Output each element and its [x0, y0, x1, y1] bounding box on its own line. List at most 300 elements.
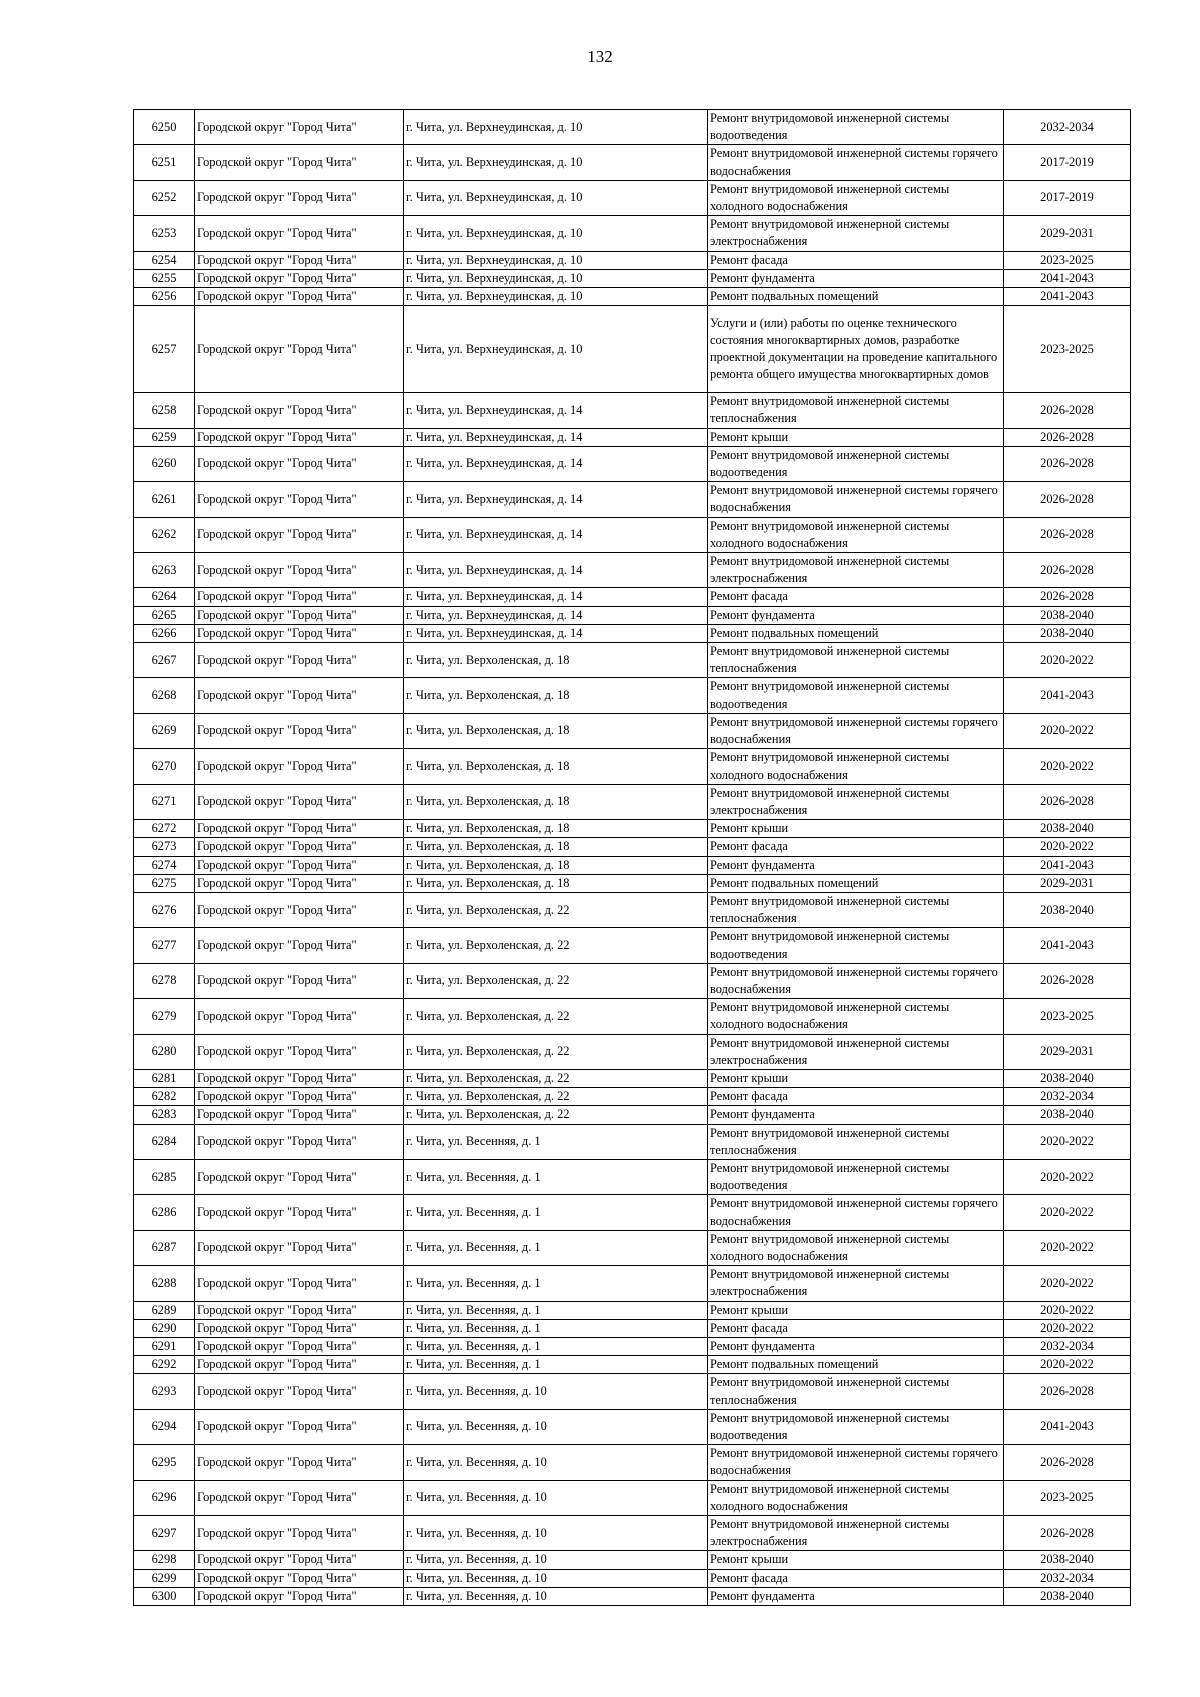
row-number-cell: 6275: [134, 874, 195, 892]
work-type-cell: Ремонт фасада: [708, 588, 1004, 606]
address-cell: г. Чита, ул. Верхоленская, д. 22: [404, 928, 708, 963]
address-cell: г. Чита, ул. Верхоленская, д. 22: [404, 999, 708, 1034]
period-cell: 2029-2031: [1004, 874, 1131, 892]
address-cell: г. Чита, ул. Верхоленская, д. 18: [404, 856, 708, 874]
work-type-cell: Ремонт внутридомовой инженерной системы холодного водоснабжения: [708, 1230, 1004, 1265]
municipality-cell: Городской округ "Город Чита": [195, 1374, 404, 1409]
table-row: [134, 1587, 1131, 1605]
table-row: [134, 269, 1131, 287]
row-number-cell: 6256: [134, 288, 195, 306]
table-row: [134, 999, 1131, 1034]
municipality-cell: Городской округ "Город Чита": [195, 1034, 404, 1069]
work-type-cell: Ремонт внутридомовой инженерной системы электроснабжения: [708, 216, 1004, 251]
municipality-cell: Городской округ "Город Чита": [195, 1356, 404, 1374]
capital-repair-table: [133, 109, 1131, 1606]
row-number-cell: 6293: [134, 1374, 195, 1409]
period-cell: 2038-2040: [1004, 1551, 1131, 1569]
table-row: [134, 180, 1131, 215]
address-cell: г. Чита, ул. Весенняя, д. 1: [404, 1159, 708, 1194]
table-row: [134, 713, 1131, 748]
row-number-cell: 6257: [134, 306, 195, 393]
address-cell: г. Чита, ул. Верхоленская, д. 18: [404, 713, 708, 748]
address-cell: г. Чита, ул. Верхнеудинская, д. 14: [404, 517, 708, 552]
row-number-cell: 6252: [134, 180, 195, 215]
table-row: [134, 1266, 1131, 1301]
row-number-cell: 6269: [134, 713, 195, 748]
work-type-cell: Ремонт крыши: [708, 428, 1004, 446]
address-cell: г. Чита, ул. Верхнеудинская, д. 10: [404, 251, 708, 269]
period-cell: 2020-2022: [1004, 1319, 1131, 1337]
row-number-cell: 6283: [134, 1106, 195, 1124]
address-cell: г. Чита, ул. Верхнеудинская, д. 10: [404, 110, 708, 145]
municipality-cell: Городской округ "Город Чита": [195, 928, 404, 963]
table-body: [134, 110, 1131, 1606]
work-type-cell: Ремонт фундамента: [708, 1587, 1004, 1605]
period-cell: 2020-2022: [1004, 1266, 1131, 1301]
table-row: [134, 749, 1131, 784]
address-cell: г. Чита, ул. Весенняя, д. 10: [404, 1374, 708, 1409]
address-cell: г. Чита, ул. Весенняя, д. 1: [404, 1124, 708, 1159]
table-row: [134, 393, 1131, 428]
row-number-cell: 6264: [134, 588, 195, 606]
row-number-cell: 6280: [134, 1034, 195, 1069]
municipality-cell: Городской округ "Город Чита": [195, 306, 404, 393]
address-cell: г. Чита, ул. Верхнеудинская, д. 10: [404, 216, 708, 251]
row-number-cell: 6251: [134, 145, 195, 180]
work-type-cell: Ремонт внутридомовой инженерной системы водоотведения: [708, 110, 1004, 145]
work-type-cell: Ремонт подвальных помещений: [708, 874, 1004, 892]
work-type-cell: Ремонт внутридомовой инженерной системы электроснабжения: [708, 784, 1004, 819]
address-cell: г. Чита, ул. Верхоленская, д. 22: [404, 963, 708, 998]
row-number-cell: 6271: [134, 784, 195, 819]
row-number-cell: 6260: [134, 446, 195, 481]
period-cell: 2041-2043: [1004, 269, 1131, 287]
address-cell: г. Чита, ул. Весенняя, д. 1: [404, 1230, 708, 1265]
work-type-cell: Ремонт крыши: [708, 1551, 1004, 1569]
period-cell: 2038-2040: [1004, 820, 1131, 838]
table-row: [134, 892, 1131, 927]
row-number-cell: 6255: [134, 269, 195, 287]
period-cell: 2020-2022: [1004, 1301, 1131, 1319]
period-cell: 2023-2025: [1004, 306, 1131, 393]
table-row: [134, 1516, 1131, 1551]
row-number-cell: 6299: [134, 1569, 195, 1587]
work-type-cell: Ремонт фундамента: [708, 1338, 1004, 1356]
row-number-cell: 6295: [134, 1445, 195, 1480]
row-number-cell: 6261: [134, 482, 195, 517]
period-cell: 2026-2028: [1004, 482, 1131, 517]
row-number-cell: 6279: [134, 999, 195, 1034]
municipality-cell: Городской округ "Город Чита": [195, 1106, 404, 1124]
period-cell: 2020-2022: [1004, 838, 1131, 856]
table-row: [134, 1409, 1131, 1444]
table-row: [134, 288, 1131, 306]
table-row: [134, 110, 1131, 145]
municipality-cell: Городской округ "Город Чита": [195, 1195, 404, 1230]
work-type-cell: Ремонт внутридомовой инженерной системы теплоснабжения: [708, 643, 1004, 678]
table-row: [134, 838, 1131, 856]
table-row: [134, 306, 1131, 393]
municipality-cell: Городской округ "Город Чита": [195, 1480, 404, 1515]
address-cell: г. Чита, ул. Верхнеудинская, д. 10: [404, 288, 708, 306]
municipality-cell: Городской округ "Город Чита": [195, 588, 404, 606]
period-cell: 2041-2043: [1004, 928, 1131, 963]
period-cell: 2026-2028: [1004, 963, 1131, 998]
municipality-cell: Городской округ "Город Чита": [195, 624, 404, 642]
table-row: [134, 588, 1131, 606]
work-type-cell: Ремонт внутридомовой инженерной системы теплоснабжения: [708, 1124, 1004, 1159]
work-type-cell: Ремонт внутридомовой инженерной системы водоотведения: [708, 928, 1004, 963]
address-cell: г. Чита, ул. Верхнеудинская, д. 14: [404, 428, 708, 446]
work-type-cell: Ремонт внутридомовой инженерной системы водоотведения: [708, 446, 1004, 481]
row-number-cell: 6270: [134, 749, 195, 784]
work-type-cell: Ремонт внутридомовой инженерной системы теплоснабжения: [708, 892, 1004, 927]
row-number-cell: 6285: [134, 1159, 195, 1194]
row-number-cell: 6277: [134, 928, 195, 963]
address-cell: г. Чита, ул. Верхнеудинская, д. 14: [404, 482, 708, 517]
address-cell: г. Чита, ул. Верхнеудинская, д. 14: [404, 624, 708, 642]
municipality-cell: Городской округ "Город Чита": [195, 963, 404, 998]
address-cell: г. Чита, ул. Верхнеудинская, д. 14: [404, 606, 708, 624]
work-type-cell: Ремонт фасада: [708, 1319, 1004, 1337]
municipality-cell: Городской округ "Город Чита": [195, 1551, 404, 1569]
address-cell: г. Чита, ул. Верхнеудинская, д. 10: [404, 180, 708, 215]
table-row: [134, 553, 1131, 588]
address-cell: г. Чита, ул. Верхоленская, д. 22: [404, 1069, 708, 1087]
municipality-cell: Городской округ "Город Чита": [195, 180, 404, 215]
table-row: [134, 963, 1131, 998]
table-row: [134, 145, 1131, 180]
period-cell: 2029-2031: [1004, 216, 1131, 251]
work-type-cell: Ремонт внутридомовой инженерной системы теплоснабжения: [708, 393, 1004, 428]
period-cell: 2026-2028: [1004, 1374, 1131, 1409]
period-cell: 2038-2040: [1004, 1069, 1131, 1087]
table-row: [134, 251, 1131, 269]
address-cell: г. Чита, ул. Верхоленская, д. 22: [404, 892, 708, 927]
municipality-cell: Городской округ "Город Чита": [195, 110, 404, 145]
address-cell: г. Чита, ул. Верхоленская, д. 18: [404, 749, 708, 784]
row-number-cell: 6296: [134, 1480, 195, 1515]
row-number-cell: 6292: [134, 1356, 195, 1374]
row-number-cell: 6266: [134, 624, 195, 642]
period-cell: 2032-2034: [1004, 1569, 1131, 1587]
municipality-cell: Городской округ "Город Чита": [195, 606, 404, 624]
municipality-cell: Городской округ "Город Чита": [195, 713, 404, 748]
municipality-cell: Городской округ "Город Чита": [195, 1569, 404, 1587]
row-number-cell: 6258: [134, 393, 195, 428]
municipality-cell: Городской округ "Город Чита": [195, 1409, 404, 1444]
table-row: [134, 1069, 1131, 1087]
row-number-cell: 6287: [134, 1230, 195, 1265]
work-type-cell: Ремонт крыши: [708, 1069, 1004, 1087]
address-cell: г. Чита, ул. Верхнеудинская, д. 14: [404, 588, 708, 606]
period-cell: 2020-2022: [1004, 1124, 1131, 1159]
row-number-cell: 6298: [134, 1551, 195, 1569]
row-number-cell: 6259: [134, 428, 195, 446]
address-cell: г. Чита, ул. Весенняя, д. 10: [404, 1516, 708, 1551]
address-cell: г. Чита, ул. Верхоленская, д. 18: [404, 678, 708, 713]
row-number-cell: 6289: [134, 1301, 195, 1319]
table-row: [134, 482, 1131, 517]
period-cell: 2026-2028: [1004, 446, 1131, 481]
row-number-cell: 6282: [134, 1088, 195, 1106]
row-number-cell: 6267: [134, 643, 195, 678]
period-cell: 2020-2022: [1004, 1195, 1131, 1230]
period-cell: 2023-2025: [1004, 251, 1131, 269]
period-cell: 2041-2043: [1004, 856, 1131, 874]
period-cell: 2032-2034: [1004, 110, 1131, 145]
address-cell: г. Чита, ул. Весенняя, д. 1: [404, 1266, 708, 1301]
work-type-cell: Ремонт внутридомовой инженерной системы электроснабжения: [708, 1266, 1004, 1301]
work-type-cell: Ремонт внутридомовой инженерной системы холодного водоснабжения: [708, 517, 1004, 552]
table-row: [134, 1480, 1131, 1515]
work-type-cell: Ремонт фундамента: [708, 606, 1004, 624]
address-cell: г. Чита, ул. Верхнеудинская, д. 14: [404, 446, 708, 481]
work-type-cell: Ремонт внутридомовой инженерной системы горячего водоснабжения: [708, 963, 1004, 998]
municipality-cell: Городской округ "Город Чита": [195, 678, 404, 713]
address-cell: г. Чита, ул. Верхоленская, д. 18: [404, 874, 708, 892]
address-cell: г. Чита, ул. Верхоленская, д. 22: [404, 1034, 708, 1069]
address-cell: г. Чита, ул. Весенняя, д. 10: [404, 1587, 708, 1605]
row-number-cell: 6288: [134, 1266, 195, 1301]
period-cell: 2032-2034: [1004, 1338, 1131, 1356]
table-row: [134, 1195, 1131, 1230]
municipality-cell: Городской округ "Город Чита": [195, 251, 404, 269]
table-row: [134, 1106, 1131, 1124]
address-cell: г. Чита, ул. Весенняя, д. 1: [404, 1301, 708, 1319]
page-number: 132: [587, 47, 613, 66]
row-number-cell: 6300: [134, 1587, 195, 1605]
municipality-cell: Городской округ "Город Чита": [195, 553, 404, 588]
work-type-cell: Ремонт фасада: [708, 251, 1004, 269]
address-cell: г. Чита, ул. Верхоленская, д. 22: [404, 1088, 708, 1106]
table-row: [134, 1319, 1131, 1337]
municipality-cell: Городской округ "Город Чита": [195, 482, 404, 517]
municipality-cell: Городской округ "Город Чита": [195, 1338, 404, 1356]
address-cell: г. Чита, ул. Весенняя, д. 1: [404, 1356, 708, 1374]
period-cell: 2026-2028: [1004, 428, 1131, 446]
row-number-cell: 6290: [134, 1319, 195, 1337]
table-row: [134, 1301, 1131, 1319]
row-number-cell: 6265: [134, 606, 195, 624]
table-row: [134, 820, 1131, 838]
table-row: [134, 1338, 1131, 1356]
work-type-cell: Ремонт внутридомовой инженерной системы водоотведения: [708, 1409, 1004, 1444]
work-type-cell: Ремонт внутридомовой инженерной системы холодного водоснабжения: [708, 1480, 1004, 1515]
row-number-cell: 6278: [134, 963, 195, 998]
period-cell: 2020-2022: [1004, 643, 1131, 678]
municipality-cell: Городской округ "Город Чита": [195, 269, 404, 287]
municipality-cell: Городской округ "Город Чита": [195, 1445, 404, 1480]
table-row: [134, 1445, 1131, 1480]
row-number-cell: 6254: [134, 251, 195, 269]
work-type-cell: Ремонт внутридомовой инженерной системы горячего водоснабжения: [708, 713, 1004, 748]
row-number-cell: 6253: [134, 216, 195, 251]
address-cell: г. Чита, ул. Весенняя, д. 10: [404, 1409, 708, 1444]
work-type-cell: Ремонт фундамента: [708, 1106, 1004, 1124]
municipality-cell: Городской округ "Город Чита": [195, 874, 404, 892]
work-type-cell: Ремонт фундамента: [708, 269, 1004, 287]
work-type-cell: Ремонт внутридомовой инженерной системы водоотведения: [708, 678, 1004, 713]
period-cell: 2038-2040: [1004, 892, 1131, 927]
table-row: [134, 1356, 1131, 1374]
address-cell: г. Чита, ул. Весенняя, д. 10: [404, 1569, 708, 1587]
period-cell: 2020-2022: [1004, 1356, 1131, 1374]
work-type-cell: Ремонт внутридомовой инженерной системы горячего водоснабжения: [708, 145, 1004, 180]
table-row: [134, 784, 1131, 819]
address-cell: г. Чита, ул. Весенняя, д. 10: [404, 1445, 708, 1480]
work-type-cell: Ремонт крыши: [708, 1301, 1004, 1319]
address-cell: г. Чита, ул. Весенняя, д. 10: [404, 1551, 708, 1569]
period-cell: 2020-2022: [1004, 713, 1131, 748]
address-cell: г. Чита, ул. Верхоленская, д. 18: [404, 820, 708, 838]
row-number-cell: 6297: [134, 1516, 195, 1551]
table-row: [134, 606, 1131, 624]
table-row: [134, 1159, 1131, 1194]
work-type-cell: Ремонт фундамента: [708, 856, 1004, 874]
municipality-cell: Городской округ "Город Чита": [195, 1230, 404, 1265]
table-row: [134, 856, 1131, 874]
table-row: [134, 678, 1131, 713]
work-type-cell: Ремонт фасада: [708, 1569, 1004, 1587]
period-cell: 2020-2022: [1004, 749, 1131, 784]
municipality-cell: Городской округ "Город Чита": [195, 1159, 404, 1194]
period-cell: 2038-2040: [1004, 1106, 1131, 1124]
municipality-cell: Городской округ "Город Чита": [195, 1587, 404, 1605]
address-cell: г. Чита, ул. Верхнеудинская, д. 14: [404, 393, 708, 428]
municipality-cell: Городской округ "Город Чита": [195, 643, 404, 678]
municipality-cell: Городской округ "Город Чита": [195, 446, 404, 481]
table-row: [134, 1374, 1131, 1409]
period-cell: 2041-2043: [1004, 678, 1131, 713]
period-cell: 2026-2028: [1004, 588, 1131, 606]
row-number-cell: 6262: [134, 517, 195, 552]
address-cell: г. Чита, ул. Весенняя, д. 1: [404, 1195, 708, 1230]
table-row: [134, 1088, 1131, 1106]
row-number-cell: 6281: [134, 1069, 195, 1087]
row-number-cell: 6274: [134, 856, 195, 874]
row-number-cell: 6263: [134, 553, 195, 588]
table-row: [134, 1034, 1131, 1069]
row-number-cell: 6268: [134, 678, 195, 713]
period-cell: 2017-2019: [1004, 180, 1131, 215]
municipality-cell: Городской округ "Город Чита": [195, 999, 404, 1034]
period-cell: 2026-2028: [1004, 517, 1131, 552]
period-cell: 2023-2025: [1004, 999, 1131, 1034]
period-cell: 2038-2040: [1004, 624, 1131, 642]
work-type-cell: Ремонт внутридомовой инженерной системы холодного водоснабжения: [708, 180, 1004, 215]
municipality-cell: Городской округ "Город Чита": [195, 892, 404, 927]
municipality-cell: Городской округ "Город Чита": [195, 216, 404, 251]
work-type-cell: Ремонт внутридомовой инженерной системы электроснабжения: [708, 553, 1004, 588]
period-cell: 2020-2022: [1004, 1230, 1131, 1265]
municipality-cell: Городской округ "Город Чита": [195, 856, 404, 874]
work-type-cell: Ремонт фасада: [708, 1088, 1004, 1106]
period-cell: 2041-2043: [1004, 1409, 1131, 1444]
period-cell: 2026-2028: [1004, 1516, 1131, 1551]
period-cell: 2023-2025: [1004, 1480, 1131, 1515]
work-type-cell: Ремонт внутридомовой инженерной системы электроснабжения: [708, 1034, 1004, 1069]
address-cell: г. Чита, ул. Верхнеудинская, д. 10: [404, 269, 708, 287]
municipality-cell: Городской округ "Город Чита": [195, 820, 404, 838]
work-type-cell: Ремонт подвальных помещений: [708, 288, 1004, 306]
period-cell: 2041-2043: [1004, 288, 1131, 306]
period-cell: 2026-2028: [1004, 1445, 1131, 1480]
period-cell: 2020-2022: [1004, 1159, 1131, 1194]
period-cell: 2038-2040: [1004, 606, 1131, 624]
work-type-cell: Ремонт внутридомовой инженерной системы теплоснабжения: [708, 1374, 1004, 1409]
table-row: [134, 643, 1131, 678]
row-number-cell: 6250: [134, 110, 195, 145]
work-type-cell: Ремонт внутридомовой инженерной системы холодного водоснабжения: [708, 999, 1004, 1034]
period-cell: 2032-2034: [1004, 1088, 1131, 1106]
table-row: [134, 624, 1131, 642]
row-number-cell: 6294: [134, 1409, 195, 1444]
address-cell: г. Чита, ул. Весенняя, д. 1: [404, 1338, 708, 1356]
row-number-cell: 6272: [134, 820, 195, 838]
address-cell: г. Чита, ул. Весенняя, д. 10: [404, 1480, 708, 1515]
table-row: [134, 517, 1131, 552]
municipality-cell: Городской округ "Город Чита": [195, 428, 404, 446]
row-number-cell: 6273: [134, 838, 195, 856]
work-type-cell: Ремонт внутридомовой инженерной системы водоотведения: [708, 1159, 1004, 1194]
work-type-cell: Ремонт внутридомовой инженерной системы холодного водоснабжения: [708, 749, 1004, 784]
table-row: [134, 1569, 1131, 1587]
table-row: [134, 1124, 1131, 1159]
work-type-cell: Ремонт внутридомовой инженерной системы горячего водоснабжения: [708, 1195, 1004, 1230]
municipality-cell: Городской округ "Город Чита": [195, 1266, 404, 1301]
period-cell: 2026-2028: [1004, 553, 1131, 588]
municipality-cell: Городской округ "Город Чита": [195, 393, 404, 428]
period-cell: 2029-2031: [1004, 1034, 1131, 1069]
table-row: [134, 428, 1131, 446]
municipality-cell: Городской округ "Город Чита": [195, 1124, 404, 1159]
work-type-cell: Ремонт фасада: [708, 838, 1004, 856]
work-type-cell: Ремонт внутридомовой инженерной системы горячего водоснабжения: [708, 482, 1004, 517]
table-row: [134, 216, 1131, 251]
municipality-cell: Городской округ "Город Чита": [195, 288, 404, 306]
period-cell: 2017-2019: [1004, 145, 1131, 180]
municipality-cell: Городской округ "Город Чита": [195, 1069, 404, 1087]
address-cell: г. Чита, ул. Верхоленская, д. 18: [404, 643, 708, 678]
work-type-cell: Ремонт подвальных помещений: [708, 1356, 1004, 1374]
row-number-cell: 6286: [134, 1195, 195, 1230]
table-row: [134, 446, 1131, 481]
table-row: [134, 1230, 1131, 1265]
address-cell: г. Чита, ул. Верхнеудинская, д. 10: [404, 145, 708, 180]
table-row: [134, 1551, 1131, 1569]
municipality-cell: Городской округ "Город Чита": [195, 517, 404, 552]
row-number-cell: 6276: [134, 892, 195, 927]
municipality-cell: Городской округ "Город Чита": [195, 1319, 404, 1337]
municipality-cell: Городской округ "Город Чита": [195, 1516, 404, 1551]
municipality-cell: Городской округ "Город Чита": [195, 1301, 404, 1319]
municipality-cell: Городской округ "Город Чита": [195, 145, 404, 180]
municipality-cell: Городской округ "Город Чита": [195, 784, 404, 819]
municipality-cell: Городской округ "Город Чита": [195, 1088, 404, 1106]
period-cell: 2026-2028: [1004, 784, 1131, 819]
address-cell: г. Чита, ул. Верхнеудинская, д. 10: [404, 306, 708, 393]
municipality-cell: Городской округ "Город Чита": [195, 838, 404, 856]
period-cell: 2038-2040: [1004, 1587, 1131, 1605]
address-cell: г. Чита, ул. Весенняя, д. 1: [404, 1319, 708, 1337]
period-cell: 2026-2028: [1004, 393, 1131, 428]
municipality-cell: Городской округ "Город Чита": [195, 749, 404, 784]
work-type-cell: Ремонт внутридомовой инженерной системы горячего водоснабжения: [708, 1445, 1004, 1480]
address-cell: г. Чита, ул. Верхнеудинская, д. 14: [404, 553, 708, 588]
work-type-cell: Ремонт крыши: [708, 820, 1004, 838]
address-cell: г. Чита, ул. Верхоленская, д. 18: [404, 784, 708, 819]
